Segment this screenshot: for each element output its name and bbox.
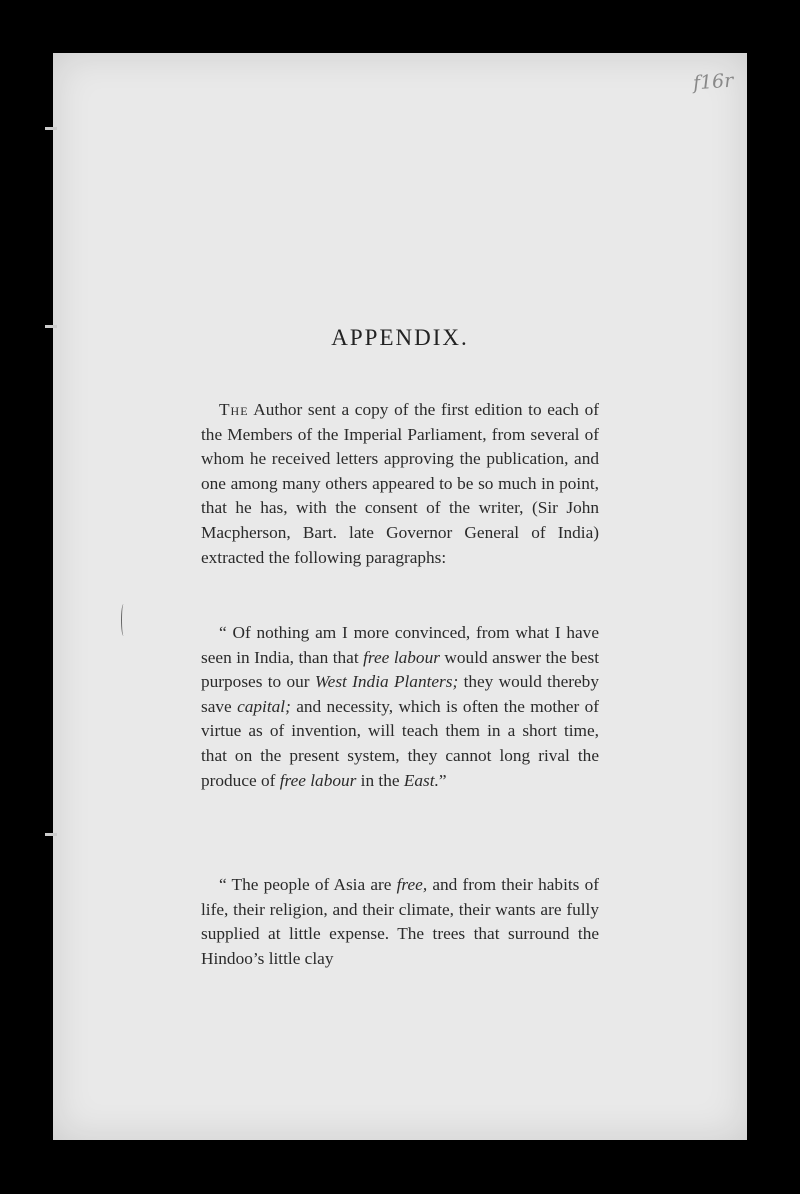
quote-text: “ Of nothing am I more convinced, from what I have seen in India, than that <box>201 623 599 667</box>
page-edge-mark <box>45 833 57 836</box>
quote-emphasis: capital; <box>237 696 291 716</box>
quote-emphasis: free labour <box>279 770 357 790</box>
paragraph-quote-2 <box>201 873 599 971</box>
page-title: APPENDIX. <box>331 325 469 350</box>
lead-word: The <box>219 400 249 419</box>
quote-text: they would thereby save <box>201 672 599 716</box>
document-page <box>53 53 747 1140</box>
quote-text: in the <box>356 770 404 790</box>
quote-emphasis: West India Planters; <box>314 672 459 692</box>
quote-emphasis: free, <box>396 875 428 894</box>
paragraph-intro <box>201 398 599 570</box>
quote-text: ” <box>438 770 447 790</box>
page-edge-mark <box>45 127 57 130</box>
folio-number: f16r <box>691 69 734 95</box>
paragraph-quote-1 <box>201 621 599 793</box>
quote-emphasis: East. <box>403 770 439 790</box>
quote-emphasis: free labour <box>363 647 440 667</box>
paragraph-text: Author sent a copy of the first edition to each of the Members of the Imperial Parliament, from several of whom he received letters approving the publication, and one among many others appeared to be so much in point, that he has, with the consent of the writer, (Sir John Macpherson, Bart. late Governor General of India) extracted the following paragraphs: <box>201 400 599 567</box>
quote-text: and necessity, which is often the mother of virtue as of invention, will teach them in a short time, that on the present system, they cannot long rival the produce of <box>201 696 599 790</box>
margin-pencil-mark <box>121 604 126 636</box>
quote-text: would answer the best purposes to our <box>201 647 600 692</box>
quote-text: “ The people of Asia are <box>219 875 397 894</box>
quote-text: and from their habits of life, their religion, and their climate, their wants are fully supplied at little expense. The trees that surround the Hindoo’s little clay <box>201 875 599 968</box>
